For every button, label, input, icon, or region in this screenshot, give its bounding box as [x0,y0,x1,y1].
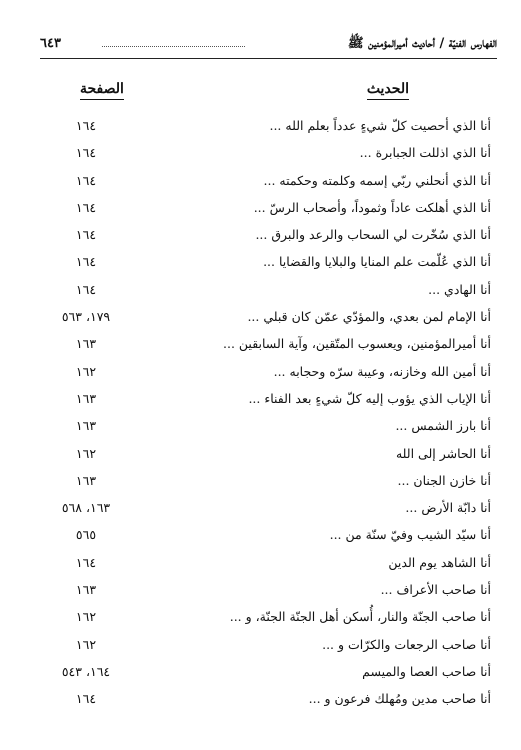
index-entry [40,607,491,634]
index-entry [40,416,491,443]
index-entry [40,116,491,143]
page-reference: ١٦٤ [75,691,97,707]
index-entry [40,198,491,225]
page-reference: ١٦٣ [75,582,97,598]
index-entry [40,553,491,580]
hadith-text: أنا أمين الله وخازنه، وعيبة سرّه وحجابه ... [273,363,491,379]
hadith-text: أنا الذي سُخّرت لي السحاب والرعد والبرق ... [255,227,491,243]
hadith-text: أنا الذي أحصيت كلّ شيءٍ عدداً بعلم الله ... [269,118,491,133]
hadith-text: أنا الشاهد يوم الدين [388,554,491,570]
index-entry [40,225,491,252]
page-reference: ١٦٤ [75,145,97,161]
page-reference: ١٧٩، ٥٦٣ [61,309,111,325]
page-reference: ١٦٣ [75,418,97,434]
index-entry [40,307,491,334]
index-entry [40,498,491,525]
header-title: الفهارس الفنيّة / أحاديث أميرالمؤمنين ﷺ [347,36,497,51]
header-page-number: ٦٤٣ [40,36,61,51]
index-entry [40,171,491,198]
index-list [40,116,491,717]
index-entry [40,689,491,716]
hadith-text: أنا الذي أنحلني ربّي إسمه وكلمته وحكمته ... [263,172,491,188]
page-reference: ١٦٤ [75,172,97,188]
index-entry [40,389,491,416]
page-reference: ١٦٣، ٥٦٨ [61,500,111,516]
hadith-text: أنا صاحب العصا والميسم [362,663,491,679]
page-reference: ١٦٤ [75,281,97,297]
page-reference: ١٦٣ [75,472,97,488]
page-reference: ١٦٢ [75,609,97,625]
page-reference: ١٦٣ [75,390,97,406]
hadith-text: أنا الذي أهلكت عاداً وثموداً، وأصحاب الرسّ ... [253,199,491,215]
index-entry [40,444,491,471]
index-entry [40,635,491,662]
hadith-text: أنا سيّد الشيب وفيّ سنّة من ... [329,527,491,543]
index-entry [40,143,491,170]
hadith-text: أنا صاحب مدين ومُهلك فرعون و ... [308,691,491,707]
hadith-text: أنا الحاشر إلى الله [395,445,491,461]
running-header [40,34,497,59]
hadith-text: أنا صاحب الرجعات والكرّات و ... [322,636,491,652]
column-heading-hadith: الحديث [367,80,409,100]
page-reference: ١٦٤ [75,227,97,243]
page-reference: ١٦٤ [75,254,97,270]
index-entry [40,280,491,307]
page-reference: ٥٦٥ [75,527,97,543]
hadith-text: أنا صاحب الجنّة والنار، أُسكن أهل الجنّة الجنّة، و ... [229,609,491,625]
index-entry [40,334,491,361]
page-reference: ١٦٣ [75,336,97,352]
index-entry [40,662,491,689]
index-entry [40,252,491,279]
page-reference: ١٦٤، ٥٤٣ [61,663,111,679]
column-heading-page: الصفحة [80,80,124,100]
hadith-text: أنا الذي اذللت الجبابرة ... [359,145,491,161]
hadith-text: أنا الذي عُلّمت علم المنايا والبلايا والقضايا ... [263,254,491,270]
hadith-text: أنا خازن الجنان ... [397,472,491,488]
page-reference: ١٦٤ [75,118,97,133]
index-entry [40,362,491,389]
hadith-text: أنا بارز الشمس ... [395,418,491,434]
page-reference: ١٦٤ [75,199,97,215]
index-entry [40,471,491,498]
hadith-text: أنا صاحب الأعراف ... [380,582,491,598]
page-reference: ١٦٢ [75,363,97,379]
hadith-text: أنا دابّة الأرض ... [405,500,491,516]
hadith-text: أنا أميرالمؤمنين، ويعسوب المتّقين، وآية السابقين ... [223,336,491,352]
hadith-text: أنا الهادي ... [428,281,491,297]
page-reference: ١٦٤ [75,554,97,570]
index-entry [40,580,491,607]
page-reference: ١٦٢ [75,445,97,461]
hadith-text: أنا الإمام لمن بعدي، والمؤدّي عمّن كان قبلي ... [247,309,491,325]
hadith-text: أنا الإياب الذي يؤوب إليه كلّ شيءٍ بعد الفناء ... [248,390,491,406]
page-reference: ١٦٢ [75,636,97,652]
header-dot-leader [102,46,245,47]
index-entry [40,525,491,552]
